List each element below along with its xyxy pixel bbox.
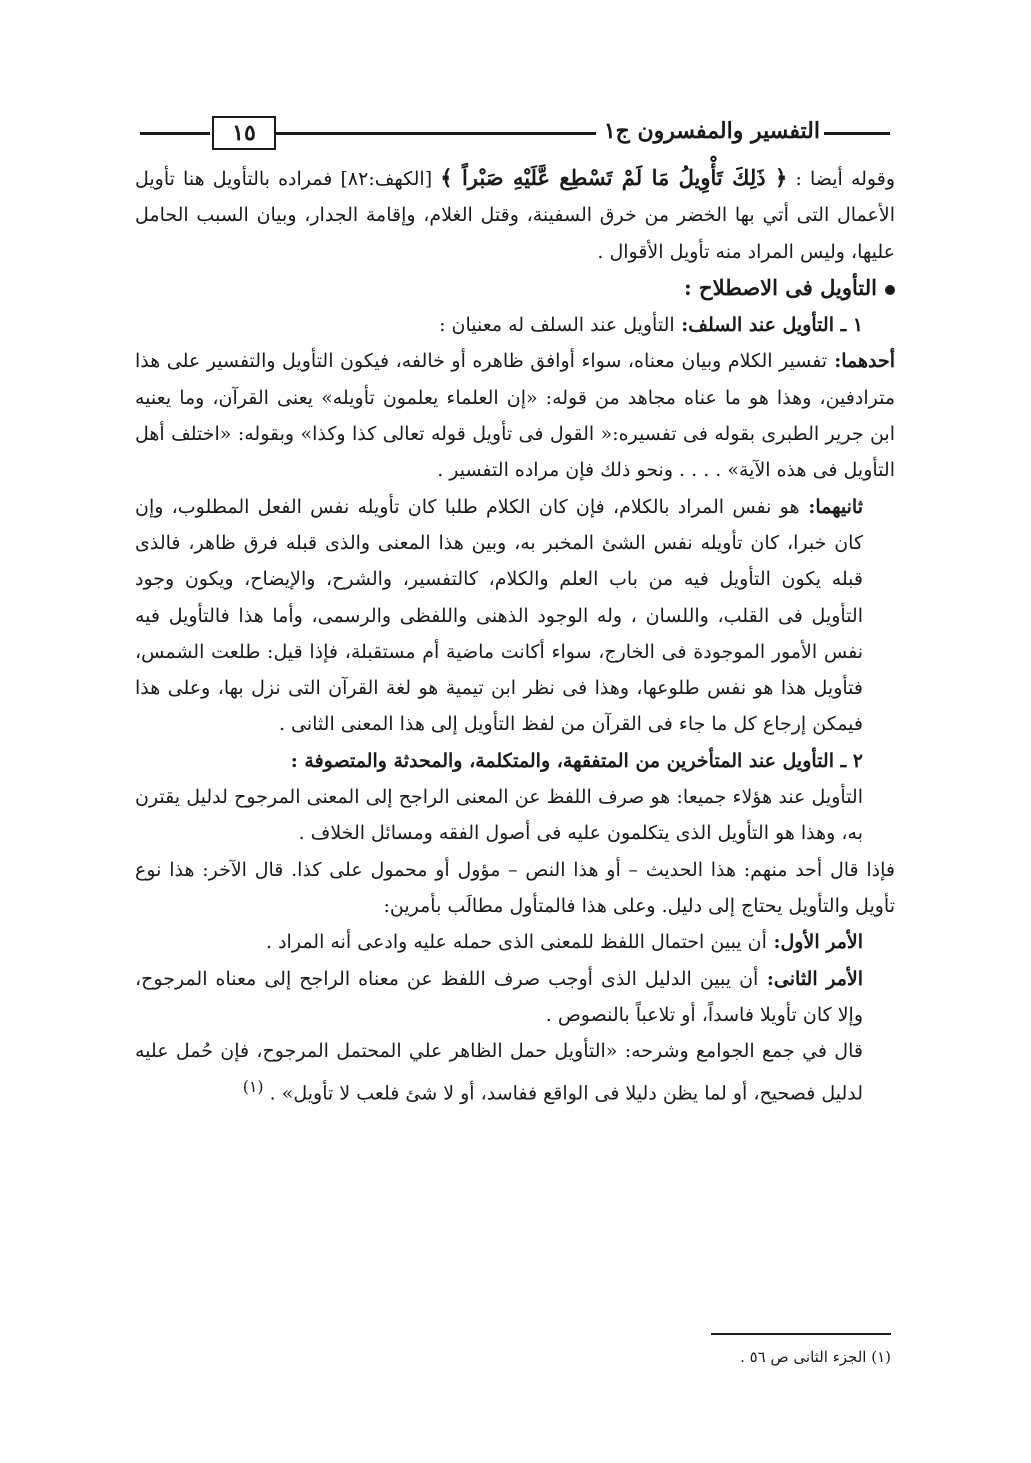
meaning-second-text: هو نفس المراد بالكلام، فإن كان الكلام طلبا كان تأويله نفس الفعل المطلوب، وإن كان خبرا، كان تأويله نفس الشئ المخبر به، وبين هذا المعنى والذى قبله فرق ظاهر، فالذى قبله يكون التأويل فيه من باب العلم والكلام، كالتفسير، والشرح، والإيضاح، ويكون وجود التأويل فى القلب، واللسان ، وله الوجود الذهنى واللفظى والرسمى، وأما هذا فالتأويل فيه نفس الأمور الموجودة فى الخارج، سواء أكانت ماضية أم مستقبلة، فإذا قيل: طلعت الشمس، فتأويل هذا هو نفس طلوعها، وهذا فى نظر ابن تيمية هو لغة القرآن التى نزل بها، وعلى هذا فيمكن إرجاع كل ما جاء فى القرآن من لفظ التأويل إلى هذا المعنى الثانى .	[135, 495, 863, 736]
quran-verse: ﴿ ذَلِكَ تَأْوِيلُ مَا لَمْ تَسْطِع عَّلَيْهِ صَبْراً ﴾	[440, 165, 788, 190]
intro-lead: وقوله أيضا :	[787, 168, 895, 190]
intro-rest: [الكهف:٨٢] فمراده بالتأويل هنا تأويل الأعمال التى أتي بها الخضر من خرق السفينة، وقتل الغلام، وإقامة الجدار، وبيان السبب الحامل عليها، وليس المراد منه تأويل الأقوال .	[135, 168, 895, 263]
requirement-2-heading: الأمر الثانى:	[758, 967, 863, 990]
section-2-para	[135, 779, 895, 852]
footnote: (١) الجزء الثانى ص ٥٦ .	[740, 1348, 891, 1366]
quote-paragraph	[135, 1033, 895, 1112]
paragraph-intro	[135, 160, 895, 270]
heading-istilah	[135, 270, 895, 307]
header-rule-left	[140, 132, 210, 135]
heading-istilah-text: التأويل فى الاصطلاح :	[683, 274, 877, 300]
quote-text: قال في جمع الجوامع وشرحه: «التأويل حمل الظاهر علي المحتمل المرجوح، فإن حُمل عليه لدليل فصحيح، أو لما يظن دليلا فى الواقع ففاسد، أو لا شئ فلعب لا تأويل» .	[135, 1040, 863, 1105]
requirement-1-heading: الأمر الأول:	[766, 931, 863, 954]
section-1-text: التأويل عند السلف له معنيان :	[439, 314, 675, 337]
footnote-divider	[711, 1333, 891, 1335]
section-2-heading-line	[135, 743, 895, 779]
section-2-para-2	[135, 852, 895, 925]
page-number: ١٥	[212, 116, 276, 150]
running-title: التفسير والمفسرون ج١	[603, 118, 820, 144]
meaning-first	[135, 343, 895, 488]
bullet-icon	[885, 285, 895, 295]
requirement-1	[135, 924, 895, 960]
header-rule-right	[824, 132, 890, 135]
requirement-2	[135, 961, 895, 1034]
meaning-first-heading: أحدهما:	[827, 350, 896, 373]
requirement-1-text: أن يبين احتمال اللفظ للمعنى الذى حمله عليه وادعى أنه المراد .	[266, 931, 767, 954]
footnote-ref: (١)	[242, 1077, 264, 1097]
meaning-second	[135, 489, 895, 743]
section-2-heading: ٢ ـ التأويل عند المتأخرين من المتفقهة، والمتكلمة، والمحدثة والمتصوفة :	[290, 749, 863, 772]
requirement-2-text: أن يبين الدليل الذى أوجب صرف اللفظ عن معناه الراجح إلى معناه المرجوح، وإلا كان تأويلا فاسداً، أو تلاعباً بالنصوص .	[135, 967, 863, 1026]
header-rule-middle	[276, 132, 596, 135]
section-1	[135, 307, 895, 343]
meaning-second-heading: ثانيهما:	[799, 495, 863, 518]
body-text	[135, 160, 895, 1112]
section-2-text-2: فإذا قال أحد منهم: هذا الحديث – أو هذا النص – مؤول أو محمول على كذا. قال الآخر: هذا نوع تأويل والتأويل يحتاج إلى دليل. وعلى هذا فالمتأول مطالَب بأمرين:	[135, 858, 895, 917]
section-2-text: التأويل عند هؤلاء جميعا: هو صرف اللفظ عن المعنى الراجح إلى المعنى المرجوح لدليل يقترن به، وهذا هو التأويل الذى يتكلمون عليه فى أصول الفقه ومسائل الخلاف .	[135, 786, 863, 845]
section-1-heading: ١ ـ التأويل عند السلف:	[674, 314, 863, 337]
meaning-first-text: تفسير الكلام وبيان معناه، سواء أوافق ظاهره أو خالفه، فيكون التأويل والتفسير على هذا مترادفين، وهذا هو ما عناه مجاهد من قوله: «إن العلماء يعلمون تأويله» يعنى القرآن، وما يعنيه ابن جرير الطبرى بقوله فى تفسيره:« القول فى تأويل قوله تعالى كذا وكذا» وبقوله: «اختلف أهل التأويل فى هذه الآية» . . . . ونحو ذلك فإن مراده التفسير .	[135, 350, 895, 482]
page-header	[140, 112, 890, 152]
